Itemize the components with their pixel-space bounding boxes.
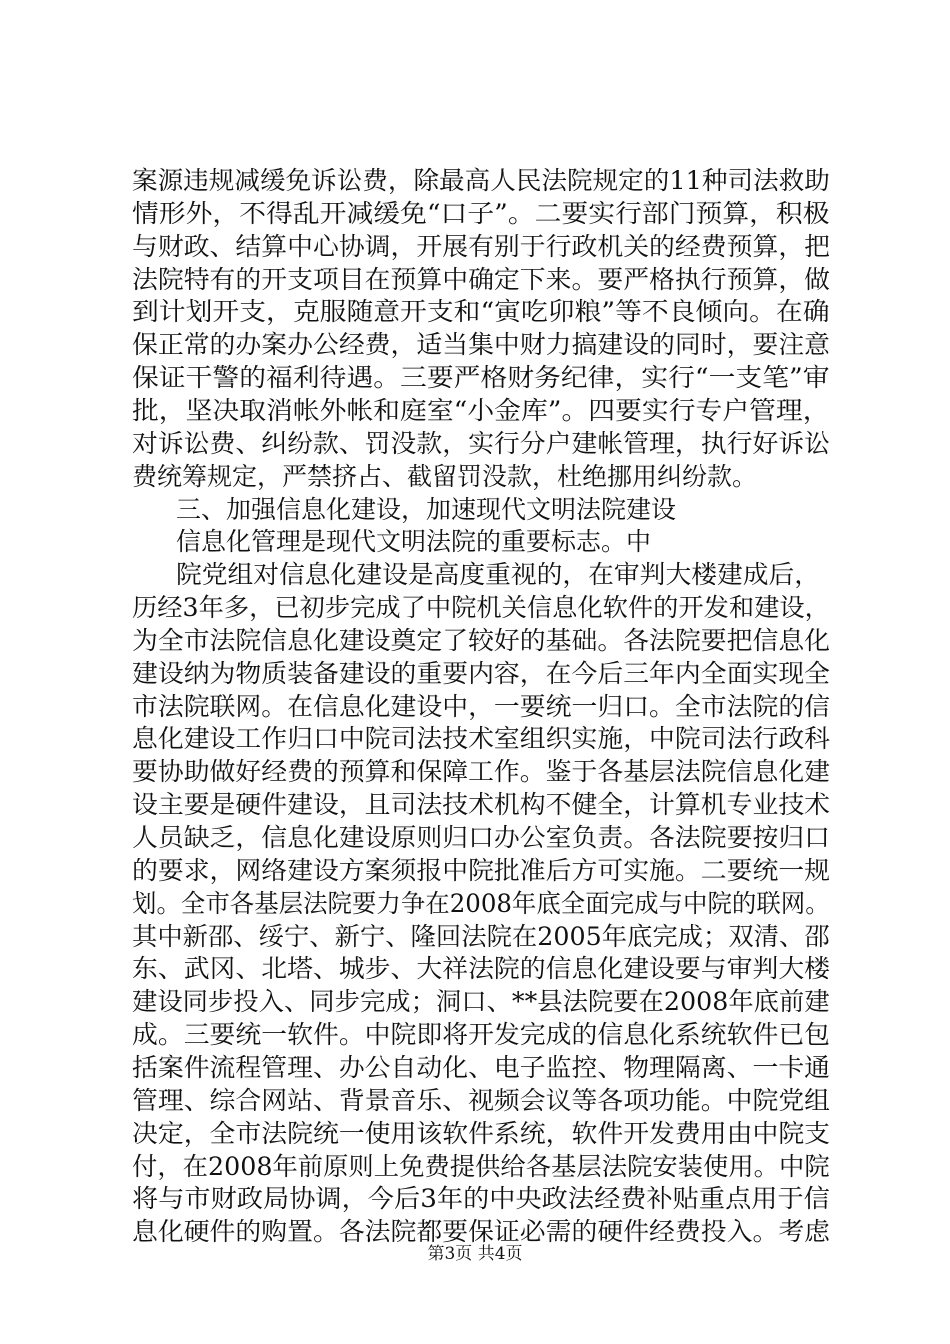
- text-line: 情形外，不得乱开减缓免“口子”。二要实行部门预算，积极: [132, 199, 830, 228]
- text-line: 设主要是硬件建设，且司法技术机构不健全，计算机专业技术: [132, 790, 831, 819]
- text-line: 的要求，网络建设方案须报中院批准后方可实施。二要统一规: [132, 856, 831, 885]
- text-line: 人员缺乏，信息化建设原则归口办公室负责。各法院要按归口: [132, 823, 831, 852]
- text-line: 管理、综合网站、背景音乐、视频会议等各项功能。中院党组: [132, 1086, 831, 1115]
- text-line: 信息化管理是现代文明法院的重要标志。中: [176, 527, 652, 556]
- text-line: 息化硬件的购置。各法院都要保证必需的硬件经费投入。考虑: [132, 1217, 831, 1246]
- page-footer: 第3页 共4页: [427, 1244, 523, 1264]
- text-line: 与财政、结算中心协调，开展有别于行政机关的经费预算，把: [132, 232, 831, 261]
- text-line: 括案件流程管理、办公自动化、电子监控、物理隔离、一卡通: [132, 1053, 831, 1082]
- text-line: 东、武冈、北塔、城步、大祥法院的信息化建设要与审判大楼: [132, 954, 831, 983]
- text-line: 划。全市各基层法院要力争在2008年底全面完成与中院的联网。: [132, 889, 830, 918]
- text-line: 批，坚决取消帐外帐和庭室“小金库”。四要实行专户管理，: [132, 396, 830, 425]
- text-line: 建设纳为物质装备建设的重要内容，在今后三年内全面实现全: [132, 659, 831, 688]
- text-line: 付，在2008年前原则上免费提供给各基层法院安装使用。中院: [132, 1152, 830, 1181]
- text-line: 市法院联网。在信息化建设中，一要统一归口。全市法院的信: [132, 692, 831, 721]
- text-line: 其中新邵、绥宁、新宁、隆回法院在2005年底完成；双清、邵: [132, 922, 830, 951]
- text-line: 决定，全市法院统一使用该软件系统，软件开发费用由中院支: [132, 1119, 831, 1148]
- text-line: 历经3年多，已初步完成了中院机关信息化软件的开发和建设，: [132, 593, 830, 622]
- text-line: 保证干警的福利待遇。三要严格财务纪律，实行“一支笔”审: [132, 363, 830, 392]
- text-line: 为全市法院信息化建设奠定了较好的基础。各法院要把信息化: [132, 626, 831, 655]
- text-line: 对诉讼费、纠纷款、罚没款，实行分户建帐管理，执行好诉讼: [132, 429, 831, 458]
- text-line: 院党组对信息化建设是高度重视的，在审判大楼建成后，: [176, 560, 821, 589]
- text-line: 息化建设工作归口中院司法技术室组织实施，中院司法行政科: [132, 724, 831, 753]
- text-line: 将与市财政局协调，今后3年的中央政法经费补贴重点用于信: [132, 1184, 830, 1213]
- text-line: 成。三要统一软件。中院即将开发完成的信息化系统软件已包: [132, 1020, 831, 1049]
- text-line: 到计划开支，克服随意开支和“寅吃卯粮”等不良倾向。在确: [132, 297, 830, 326]
- text-line: 案源违规减缓免诉讼费，除最高人民法院规定的11种司法救助: [132, 166, 830, 195]
- text-line: 保正常的办案办公经费，适当集中财力搞建设的同时，要注意: [132, 330, 831, 359]
- text-line: 建设同步投入、同步完成；洞口、**县法院要在2008年底前建: [132, 987, 830, 1016]
- text-line: 法院特有的开支项目在预算中确定下来。要严格执行预算，做: [132, 265, 831, 294]
- text-line: 费统筹规定，严禁挤占、截留罚没款，杜绝挪用纠纷款。: [132, 462, 758, 491]
- section-heading: 三、加强信息化建设，加速现代文明法院建设: [176, 495, 677, 524]
- text-line: 要协助做好经费的预算和保障工作。鉴于各基层法院信息化建: [132, 757, 831, 786]
